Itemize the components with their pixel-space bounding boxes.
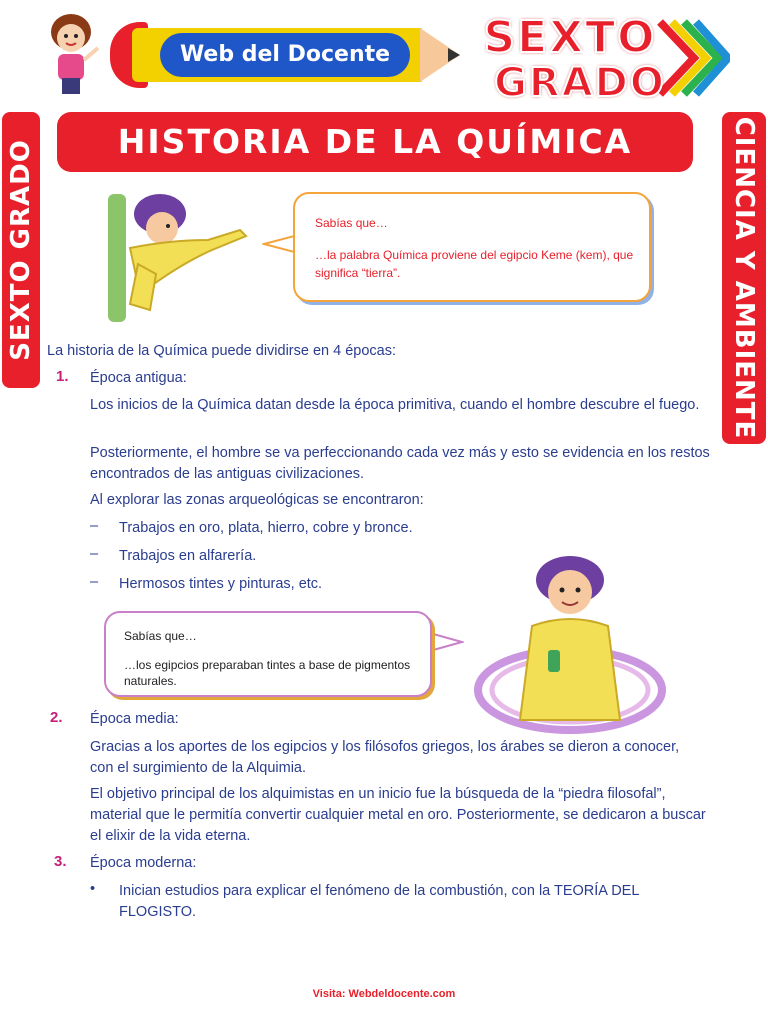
chemist-boy-illustration-icon <box>470 540 670 740</box>
side-band-right-label: CIENCIA Y AMBIENTE <box>729 116 759 440</box>
list-item: Inician estudios para explicar el fenómeno de la combustión, con la TEORÍA DEL FLOGISTO. <box>119 883 639 920</box>
section-1-number: 1. <box>56 368 69 385</box>
section-2-heading: Época media: <box>90 711 179 727</box>
section-2-paragraph-2: El objetivo principal de los alquimistas en un inicio fue la búsqueda de la “piedra filosofal”, material que le permitía convertir cualquier metal en oro. Posteriormente, se dedicaron a buscar el elixir de la vida eterna. <box>90 786 706 844</box>
badge-line-1: SEXTO <box>483 12 657 63</box>
side-band-left-label: SEXTO GRADO <box>6 139 36 361</box>
side-band-right <box>722 112 766 444</box>
page-title: HISTORIA DE LA QUÍMICA <box>117 122 633 161</box>
list-bullet: • <box>90 881 96 897</box>
section-1-heading: Época antigua: <box>90 370 187 386</box>
teacher-mascot-icon <box>40 12 102 98</box>
list-bullet: – <box>90 546 99 562</box>
pointing-boy-illustration-icon <box>100 184 260 322</box>
list-bullet: – <box>90 574 99 590</box>
section-3-heading: Época moderna: <box>90 855 197 871</box>
callout-2-text: …los egipcios preparaban tintes a base de pigmentos naturales. <box>124 658 411 688</box>
callout-1-text: …la palabra Química proviene del egipcio Keme (kem), que significa “tierra”. <box>315 248 634 280</box>
section-1-paragraph-2: Posteriormente, el hombre se va perfeccionando cada vez más y esto se evidencia en los restos encontrados de las antiguas civilizaciones. <box>90 445 710 482</box>
badge-line-2: GRADO <box>494 60 666 106</box>
grade-badge <box>470 10 740 110</box>
section-2-paragraph-1: Gracias a los aportes de los egipcios y los filósofos griegos, los árabes se dieron a conocer, con el surgimiento de la Alquimia. <box>90 739 680 776</box>
did-you-know-callout-1 <box>293 192 651 302</box>
list-bullet: – <box>90 518 99 534</box>
list-item: Trabajos en oro, plata, hierro, cobre y bronce. <box>119 520 413 536</box>
did-you-know-callout-2 <box>104 611 432 697</box>
brand-name: Web del Docente <box>160 33 410 77</box>
section-2-number: 2. <box>50 709 63 726</box>
list-item: Hermosos tintes y pinturas, etc. <box>119 576 323 592</box>
callout-1-heading: Sabías que… <box>315 216 388 230</box>
intro-text: La historia de la Química puede dividirse en 4 épocas: <box>47 343 397 359</box>
header <box>0 0 768 110</box>
section-1-paragraph-3: Al explorar las zonas arqueológicas se encontraron: <box>90 492 424 508</box>
list-item: Trabajos en alfarería. <box>119 548 257 564</box>
title-banner <box>57 112 693 172</box>
callout-2-heading: Sabías que… <box>124 629 197 643</box>
footer-link[interactable]: Visita: Webdeldocente.com <box>312 988 456 1000</box>
side-band-left <box>2 112 40 388</box>
section-3-number: 3. <box>54 853 67 870</box>
section-1-paragraph-1: Los inicios de la Química datan desde la época primitiva, cuando el hombre descubre el fuego. <box>90 397 700 413</box>
brand-pencil-logo[interactable] <box>110 22 460 88</box>
